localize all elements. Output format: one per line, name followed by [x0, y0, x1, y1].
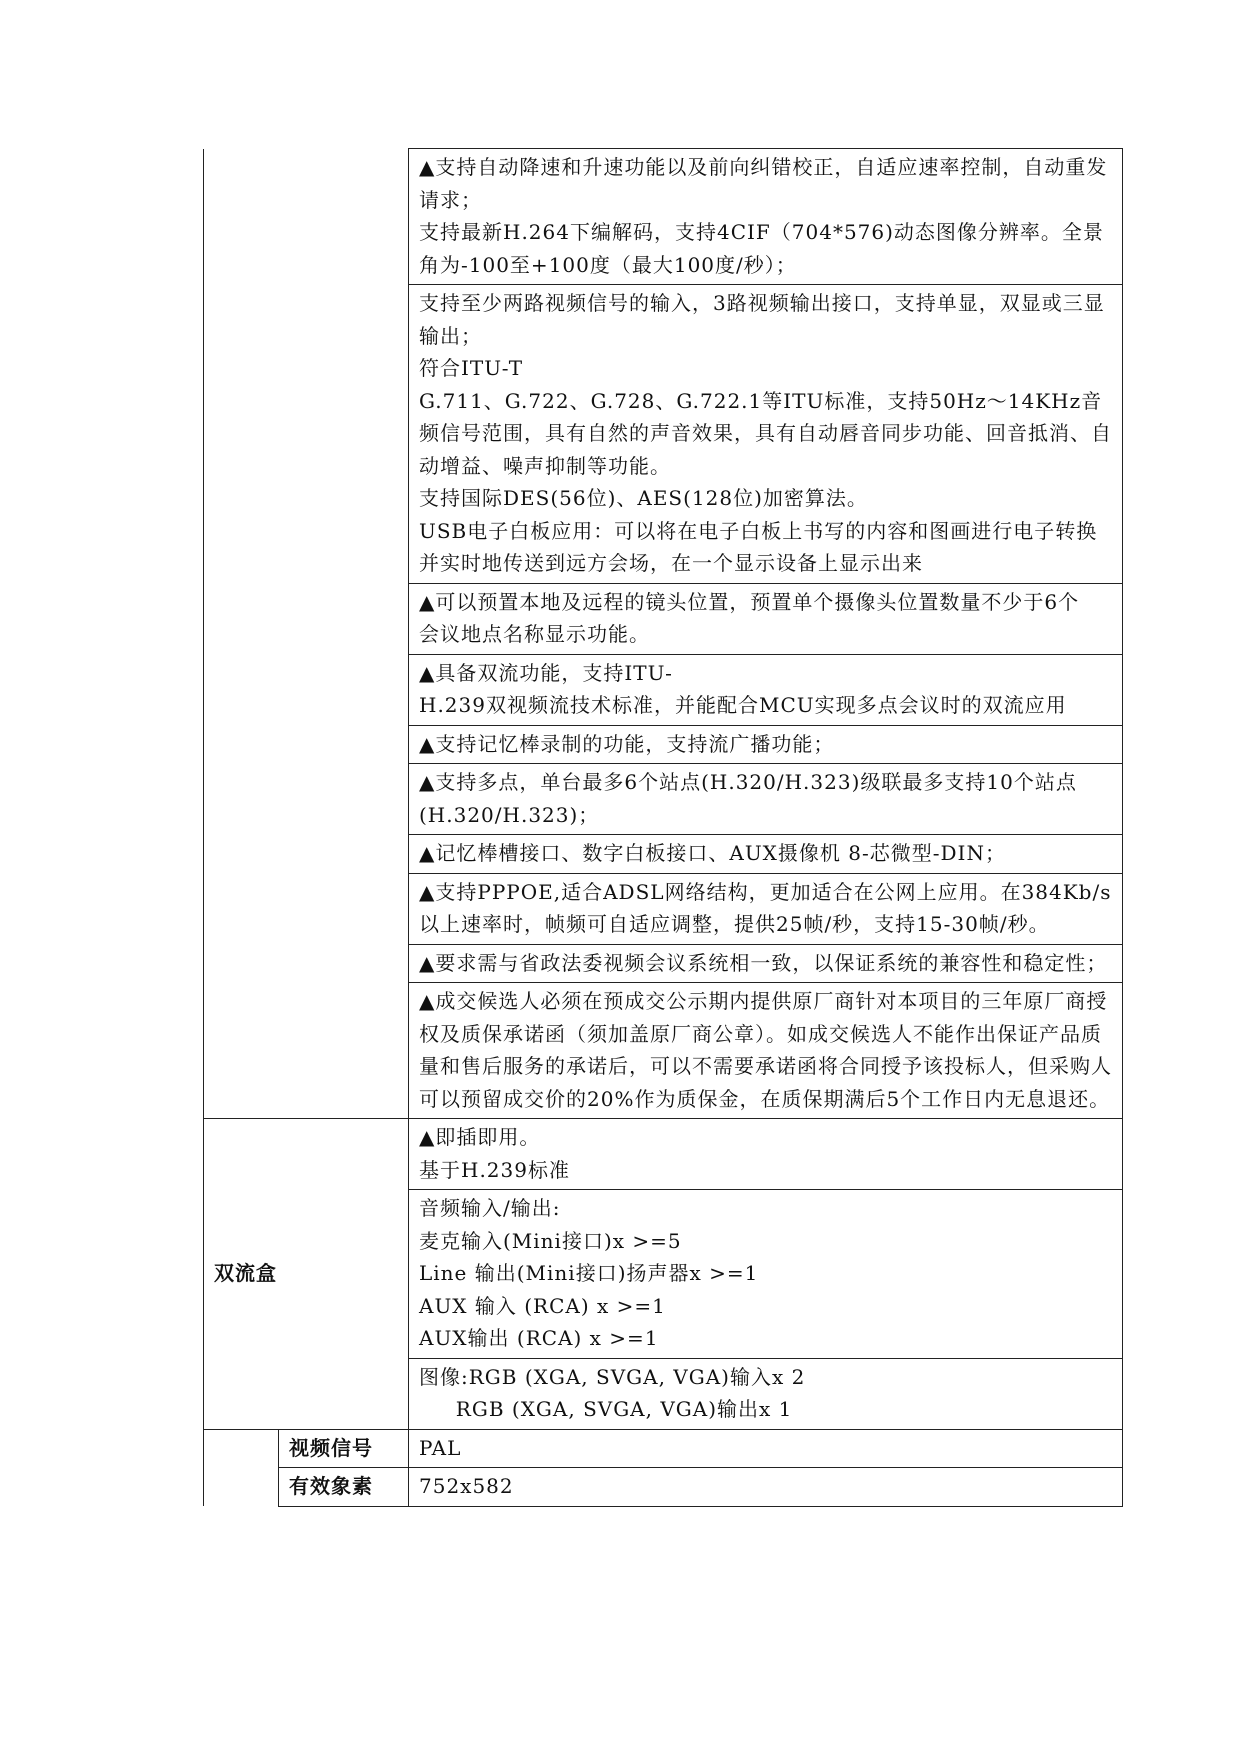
- table-row: [204, 1468, 1123, 1507]
- spec-cell: 音频输入/输出: 麦克输入(Mini接口)x >=5 Line 输出(Mini接口)扬声器x >=1 AUX 输入 (RCA) x >=1 AUX输出 (RCA) x >=1: [409, 1190, 1123, 1359]
- table-row: [204, 149, 1123, 285]
- spec-cell: ▲支持多点，单台最多6个站点(H.320/H.323)级联最多支持10个站点(H.320/H.323)；: [409, 764, 1123, 835]
- sub-value-cell: PAL: [409, 1429, 1123, 1468]
- sub-label-cell: 视频信号: [279, 1429, 409, 1468]
- sub-label-cell: 有效象素: [279, 1468, 409, 1507]
- item-name-cell: [204, 149, 409, 1119]
- spec-cell: ▲支持PPPOE,适合ADSL网络结构，更加适合在公网上应用。在384Kb/s以上速率时，帧频可自适应调整，提供25帧/秒，支持15-30帧/秒。: [409, 873, 1123, 944]
- spec-cell: ▲可以预置本地及远程的镜头位置，预置单个摄像头位置数量不少于6个 会议地点名称显示功能。: [409, 583, 1123, 654]
- table-row: [204, 1119, 1123, 1190]
- spec-cell: 支持至少两路视频信号的输入，3路视频输出接口，支持单显，双显或三显输出； 符合ITU-T G.711、G.722、G.728、G.722.1等ITU标准，支持50Hz～14KHz音频信号范围，具有自然的声音效果，具有自动唇音同步功能、回音抵消、自动增益、噪声抑制等功能。 支持国际DES(56位)、AES(128位)加密算法。 USB电子白板应用：可以将在电子白板上书写的内容和图画进行电子转换并实时地传送到远方会场，在一个显示设备上显示出来: [409, 285, 1123, 584]
- item-name-cell: 双流盒: [204, 1119, 409, 1430]
- table-row: [204, 1429, 1123, 1468]
- spec-cell: ▲要求需与省政法委视频会议系统相一致，以保证系统的兼容性和稳定性；: [409, 944, 1123, 983]
- sub-value-cell: 752x582: [409, 1468, 1123, 1507]
- spec-cell: ▲具备双流功能，支持ITU- H.239双视频流技术标准，并能配合MCU实现多点会议时的双流应用: [409, 654, 1123, 725]
- spec-cell: ▲成交候选人必须在预成交公示期内提供原厂商针对本项目的三年原厂商授权及质保承诺函（须加盖原厂商公章）。如成交候选人不能作出保证产品质量和售后服务的承诺后，可以不需要承诺函将合同授予该投标人，但采购人可以预留成交价的20%作为质保金，在质保期满后5个工作日内无息退还。: [409, 983, 1123, 1119]
- spec-table: [203, 148, 1123, 1507]
- spec-cell: ▲即插即用。 基于H.239标准: [409, 1119, 1123, 1190]
- group-cell: [204, 1429, 279, 1506]
- spec-cell: ▲记忆棒槽接口、数字白板接口、AUX摄像机 8-芯微型-DIN；: [409, 835, 1123, 874]
- spec-cell: ▲支持自动降速和升速功能以及前向纠错校正，自适应速率控制，自动重发请求； 支持最新H.264下编解码，支持4CIF（704*576)动态图像分辨率。全景角为-100至+100度（最大100度/秒）；: [409, 149, 1123, 285]
- spec-cell: 图像:RGB (XGA, SVGA, VGA)输入x 2 RGB (XGA, SVGA, VGA)输出x 1: [409, 1358, 1123, 1429]
- spec-cell: ▲支持记忆棒录制的功能，支持流广播功能；: [409, 725, 1123, 764]
